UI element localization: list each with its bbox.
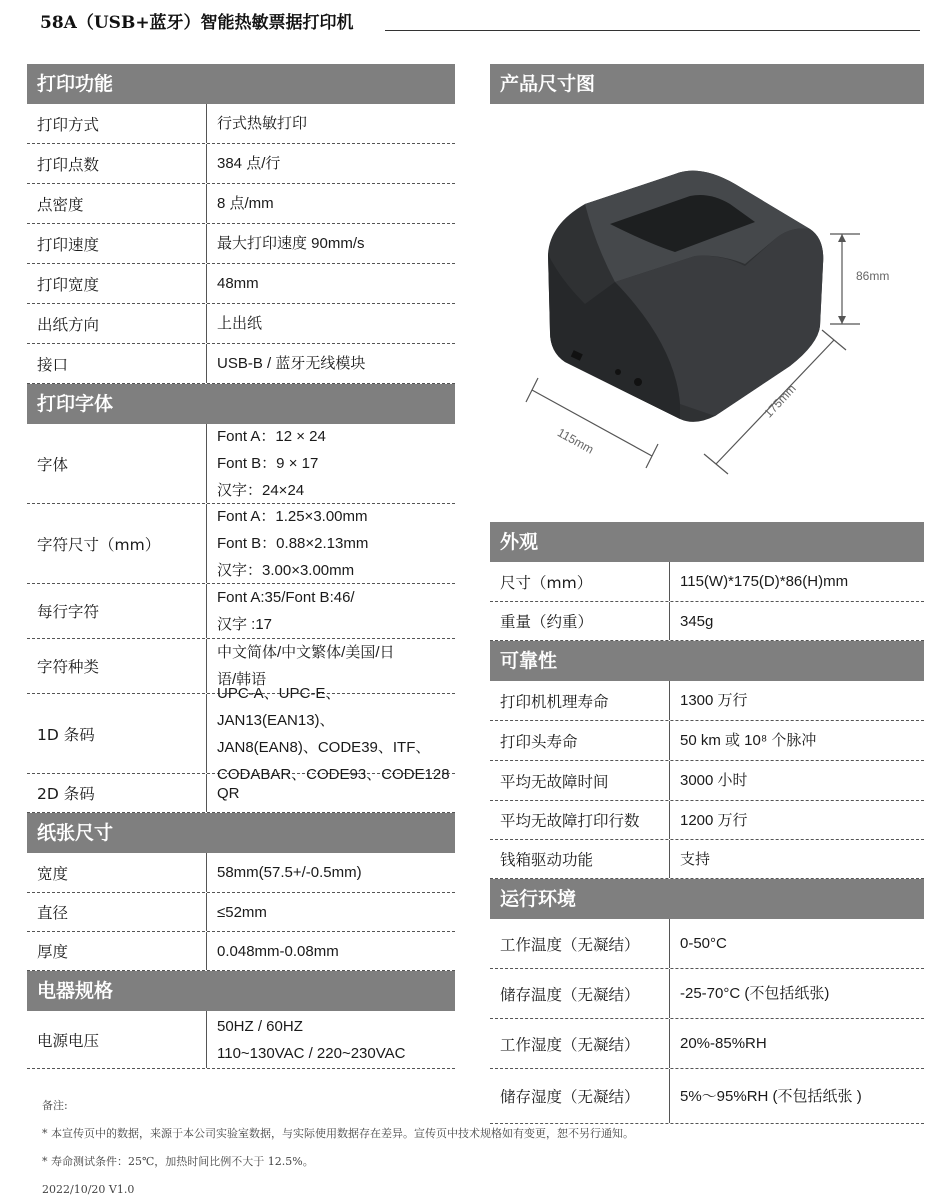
value-line: ≤52mm bbox=[217, 903, 267, 921]
spec-value bbox=[207, 684, 455, 783]
value-line: CODABAR、CODE93、CODE128 bbox=[217, 765, 450, 783]
section-header: 电器规格 bbox=[27, 971, 455, 1011]
value-line: 汉字：3.00×3.00mm bbox=[217, 562, 355, 579]
spec-key: 电源电压 bbox=[27, 1011, 207, 1068]
feed-button bbox=[634, 378, 642, 386]
spec-row bbox=[490, 1019, 924, 1069]
value-line: 语/韩语 bbox=[217, 671, 267, 688]
value-line: 行式热敏打印 bbox=[217, 115, 308, 132]
spec-key: 平均无故障打印行数 bbox=[490, 801, 670, 839]
value-line: 0-50°C bbox=[680, 935, 727, 952]
spec-key: 工作湿度（无凝结） bbox=[490, 1019, 670, 1068]
spec-row bbox=[490, 761, 924, 801]
spec-key: 平均无故障时间 bbox=[490, 761, 670, 800]
value-line: -25-70°C (不包括纸张) bbox=[680, 985, 830, 1002]
section-header: 打印字体 bbox=[27, 384, 455, 424]
led-indicator bbox=[615, 369, 621, 375]
spec-key: 字体 bbox=[27, 424, 207, 503]
section-header: 打印功能 bbox=[27, 64, 455, 104]
spec-key: 打印点数 bbox=[27, 144, 207, 183]
spec-value bbox=[670, 721, 924, 760]
spec-value bbox=[207, 504, 455, 583]
spec-value bbox=[670, 602, 924, 640]
footnotes bbox=[42, 1096, 922, 1200]
value-line: 384 点/行 bbox=[217, 155, 281, 172]
footer-date-version: 2022/10/20 V1.0 bbox=[42, 1183, 135, 1196]
value-line: 0.048mm-0.08mm bbox=[217, 942, 339, 960]
section-header: 运行环境 bbox=[490, 879, 924, 919]
spec-key: 出纸方向 bbox=[27, 304, 207, 343]
value-line: Font B：0.88×2.13mm bbox=[217, 535, 369, 552]
depth-label: 175mm bbox=[761, 381, 799, 421]
spec-value bbox=[207, 853, 455, 892]
section-environment bbox=[490, 879, 924, 1124]
value-line: 最大打印速度 90mm/s bbox=[217, 235, 365, 252]
value-line: Font A:35/Font B:46/ bbox=[217, 589, 355, 606]
spec-value bbox=[207, 304, 455, 343]
note-line: * 寿命测试条件：25℃，加热时间比例不大于 12.5%。 bbox=[42, 1155, 314, 1168]
value-line: 345g bbox=[680, 612, 714, 630]
spec-value bbox=[207, 774, 455, 812]
section-paper-size bbox=[27, 813, 455, 971]
value-line: JAN8(EAN8)、CODE39、ITF、 bbox=[217, 738, 431, 756]
spec-key: 接口 bbox=[27, 344, 207, 383]
value-line: 1200 万行 bbox=[680, 811, 748, 829]
section-dimension-diagram bbox=[490, 64, 924, 484]
value-line: Font A：12 × 24 bbox=[217, 428, 326, 445]
spec-row bbox=[27, 344, 455, 384]
value-line: 8 点/mm bbox=[217, 195, 274, 212]
spec-key: 2D 条码 bbox=[27, 774, 207, 812]
height-label: 86mm bbox=[856, 269, 890, 283]
spec-key: 点密度 bbox=[27, 184, 207, 223]
spec-value bbox=[207, 584, 455, 638]
width-label: 115mm bbox=[555, 425, 597, 457]
value-line: UPC-A、UPC-E、JAN13(EAN13)、 bbox=[217, 684, 341, 729]
value-line: 1300 万行 bbox=[680, 692, 748, 709]
spec-value bbox=[670, 681, 924, 720]
section-header: 外观 bbox=[490, 522, 924, 562]
spec-key: 字符种类 bbox=[27, 639, 207, 693]
spec-value bbox=[207, 184, 455, 223]
spec-key: 打印方式 bbox=[27, 104, 207, 143]
value-line: 48mm bbox=[217, 275, 259, 292]
spec-row bbox=[490, 801, 924, 840]
value-line: 50HZ / 60HZ bbox=[217, 1017, 303, 1035]
spec-key: 打印机机理寿命 bbox=[490, 681, 670, 720]
value-line: 上出纸 bbox=[217, 315, 263, 332]
spec-row bbox=[27, 424, 455, 504]
spec-row bbox=[490, 602, 924, 641]
value-line: 5%～95%RH (不包括纸张 ) bbox=[680, 1087, 862, 1105]
value-line: 中文简体/中文繁体/美国/日 bbox=[217, 644, 395, 661]
spec-value bbox=[207, 1011, 455, 1068]
spec-row bbox=[27, 853, 455, 893]
value-line: QR bbox=[217, 784, 240, 802]
value-line: Font A：1.25×3.00mm bbox=[217, 508, 368, 525]
spec-row bbox=[490, 721, 924, 761]
spec-row bbox=[490, 840, 924, 879]
page-title-bar bbox=[40, 8, 920, 34]
spec-key: 字符尺寸（mm） bbox=[27, 504, 207, 583]
spec-value bbox=[207, 932, 455, 970]
section-header: 纸张尺寸 bbox=[27, 813, 455, 853]
value-line: 3000 小时 bbox=[680, 772, 748, 789]
spec-row bbox=[27, 144, 455, 184]
printer-illustration bbox=[490, 104, 924, 484]
section-header: 产品尺寸图 bbox=[490, 64, 924, 104]
spec-key: 打印速度 bbox=[27, 224, 207, 263]
spec-key: 工作温度（无凝结） bbox=[490, 919, 670, 968]
section-reliability bbox=[490, 641, 924, 879]
left-spec-column bbox=[27, 64, 455, 1069]
spec-value bbox=[207, 344, 455, 383]
spec-key: 直径 bbox=[27, 893, 207, 931]
spec-row bbox=[27, 104, 455, 144]
spec-key: 钱箱驱动功能 bbox=[490, 840, 670, 878]
spec-key: 储存湿度（无凝结） bbox=[490, 1069, 670, 1123]
spec-row bbox=[27, 932, 455, 971]
spec-key: 打印宽度 bbox=[27, 264, 207, 303]
spec-row bbox=[27, 774, 455, 813]
spec-row bbox=[27, 684, 455, 783]
spec-row bbox=[27, 184, 455, 224]
spec-value bbox=[670, 840, 924, 878]
notes-label: 备注: bbox=[42, 1099, 68, 1112]
section-print-font bbox=[27, 384, 455, 813]
spec-value bbox=[207, 264, 455, 303]
spec-value bbox=[670, 1019, 924, 1068]
spec-row bbox=[27, 893, 455, 932]
spec-row bbox=[27, 1011, 455, 1069]
spec-value bbox=[207, 224, 455, 263]
value-line: USB-B / 蓝牙无线模块 bbox=[217, 355, 366, 372]
value-line: 汉字 :17 bbox=[217, 616, 273, 633]
value-line: 58mm(57.5+/-0.5mm) bbox=[217, 864, 362, 881]
value-line: Font B：9 × 17 bbox=[217, 455, 319, 472]
spacer bbox=[490, 484, 924, 522]
spec-row bbox=[27, 584, 455, 639]
value-line: 115(W)*175(D)*86(H)mm bbox=[680, 573, 849, 590]
spec-value bbox=[670, 919, 924, 968]
page-title: 58A（USB+蓝牙）智能热敏票据打印机 bbox=[40, 13, 354, 33]
value-line: 汉字：24×24 bbox=[217, 482, 305, 499]
spec-key: 尺寸（mm） bbox=[490, 562, 670, 601]
spec-value bbox=[670, 562, 924, 601]
spec-row bbox=[490, 969, 924, 1019]
spec-value bbox=[207, 893, 455, 931]
spec-key: 储存温度（无凝结） bbox=[490, 969, 670, 1018]
spec-row bbox=[27, 304, 455, 344]
section-print-function bbox=[27, 64, 455, 384]
spec-value bbox=[670, 761, 924, 800]
spec-key: 每行字符 bbox=[27, 584, 207, 638]
title-underline bbox=[385, 30, 920, 31]
spec-value bbox=[670, 801, 924, 839]
value-line: 110~130VAC / 220~230VAC bbox=[217, 1044, 406, 1062]
note-line: * 本宣传页中的数据，来源于本公司实验室数据，与实际使用数据存在差异。宣传页中技术规格如有变更，恕不另行通知。 bbox=[42, 1127, 634, 1140]
spec-value bbox=[207, 144, 455, 183]
value-line: 支持 bbox=[680, 850, 711, 868]
spec-row bbox=[27, 504, 455, 584]
value-line: 20%-85%RH bbox=[680, 1035, 767, 1052]
section-header: 可靠性 bbox=[490, 641, 924, 681]
section-appearance bbox=[490, 522, 924, 641]
spec-key: 厚度 bbox=[27, 932, 207, 970]
spec-row bbox=[27, 224, 455, 264]
product-dimension-diagram bbox=[490, 104, 924, 484]
spec-row bbox=[490, 919, 924, 969]
spec-value bbox=[207, 104, 455, 143]
section-electrical bbox=[27, 971, 455, 1069]
spec-row bbox=[27, 264, 455, 304]
value-line: 50 km 或 10⁸ 个脉冲 bbox=[680, 732, 817, 749]
spec-key: 打印头寿命 bbox=[490, 721, 670, 760]
spec-key: 1D 条码 bbox=[27, 694, 207, 773]
spec-key: 重量（约重） bbox=[490, 602, 670, 640]
spec-key: 宽度 bbox=[27, 853, 207, 892]
spec-value bbox=[207, 424, 455, 503]
spec-row bbox=[490, 681, 924, 721]
spec-row bbox=[490, 562, 924, 602]
right-spec-column bbox=[490, 64, 924, 1124]
spec-value bbox=[670, 969, 924, 1018]
